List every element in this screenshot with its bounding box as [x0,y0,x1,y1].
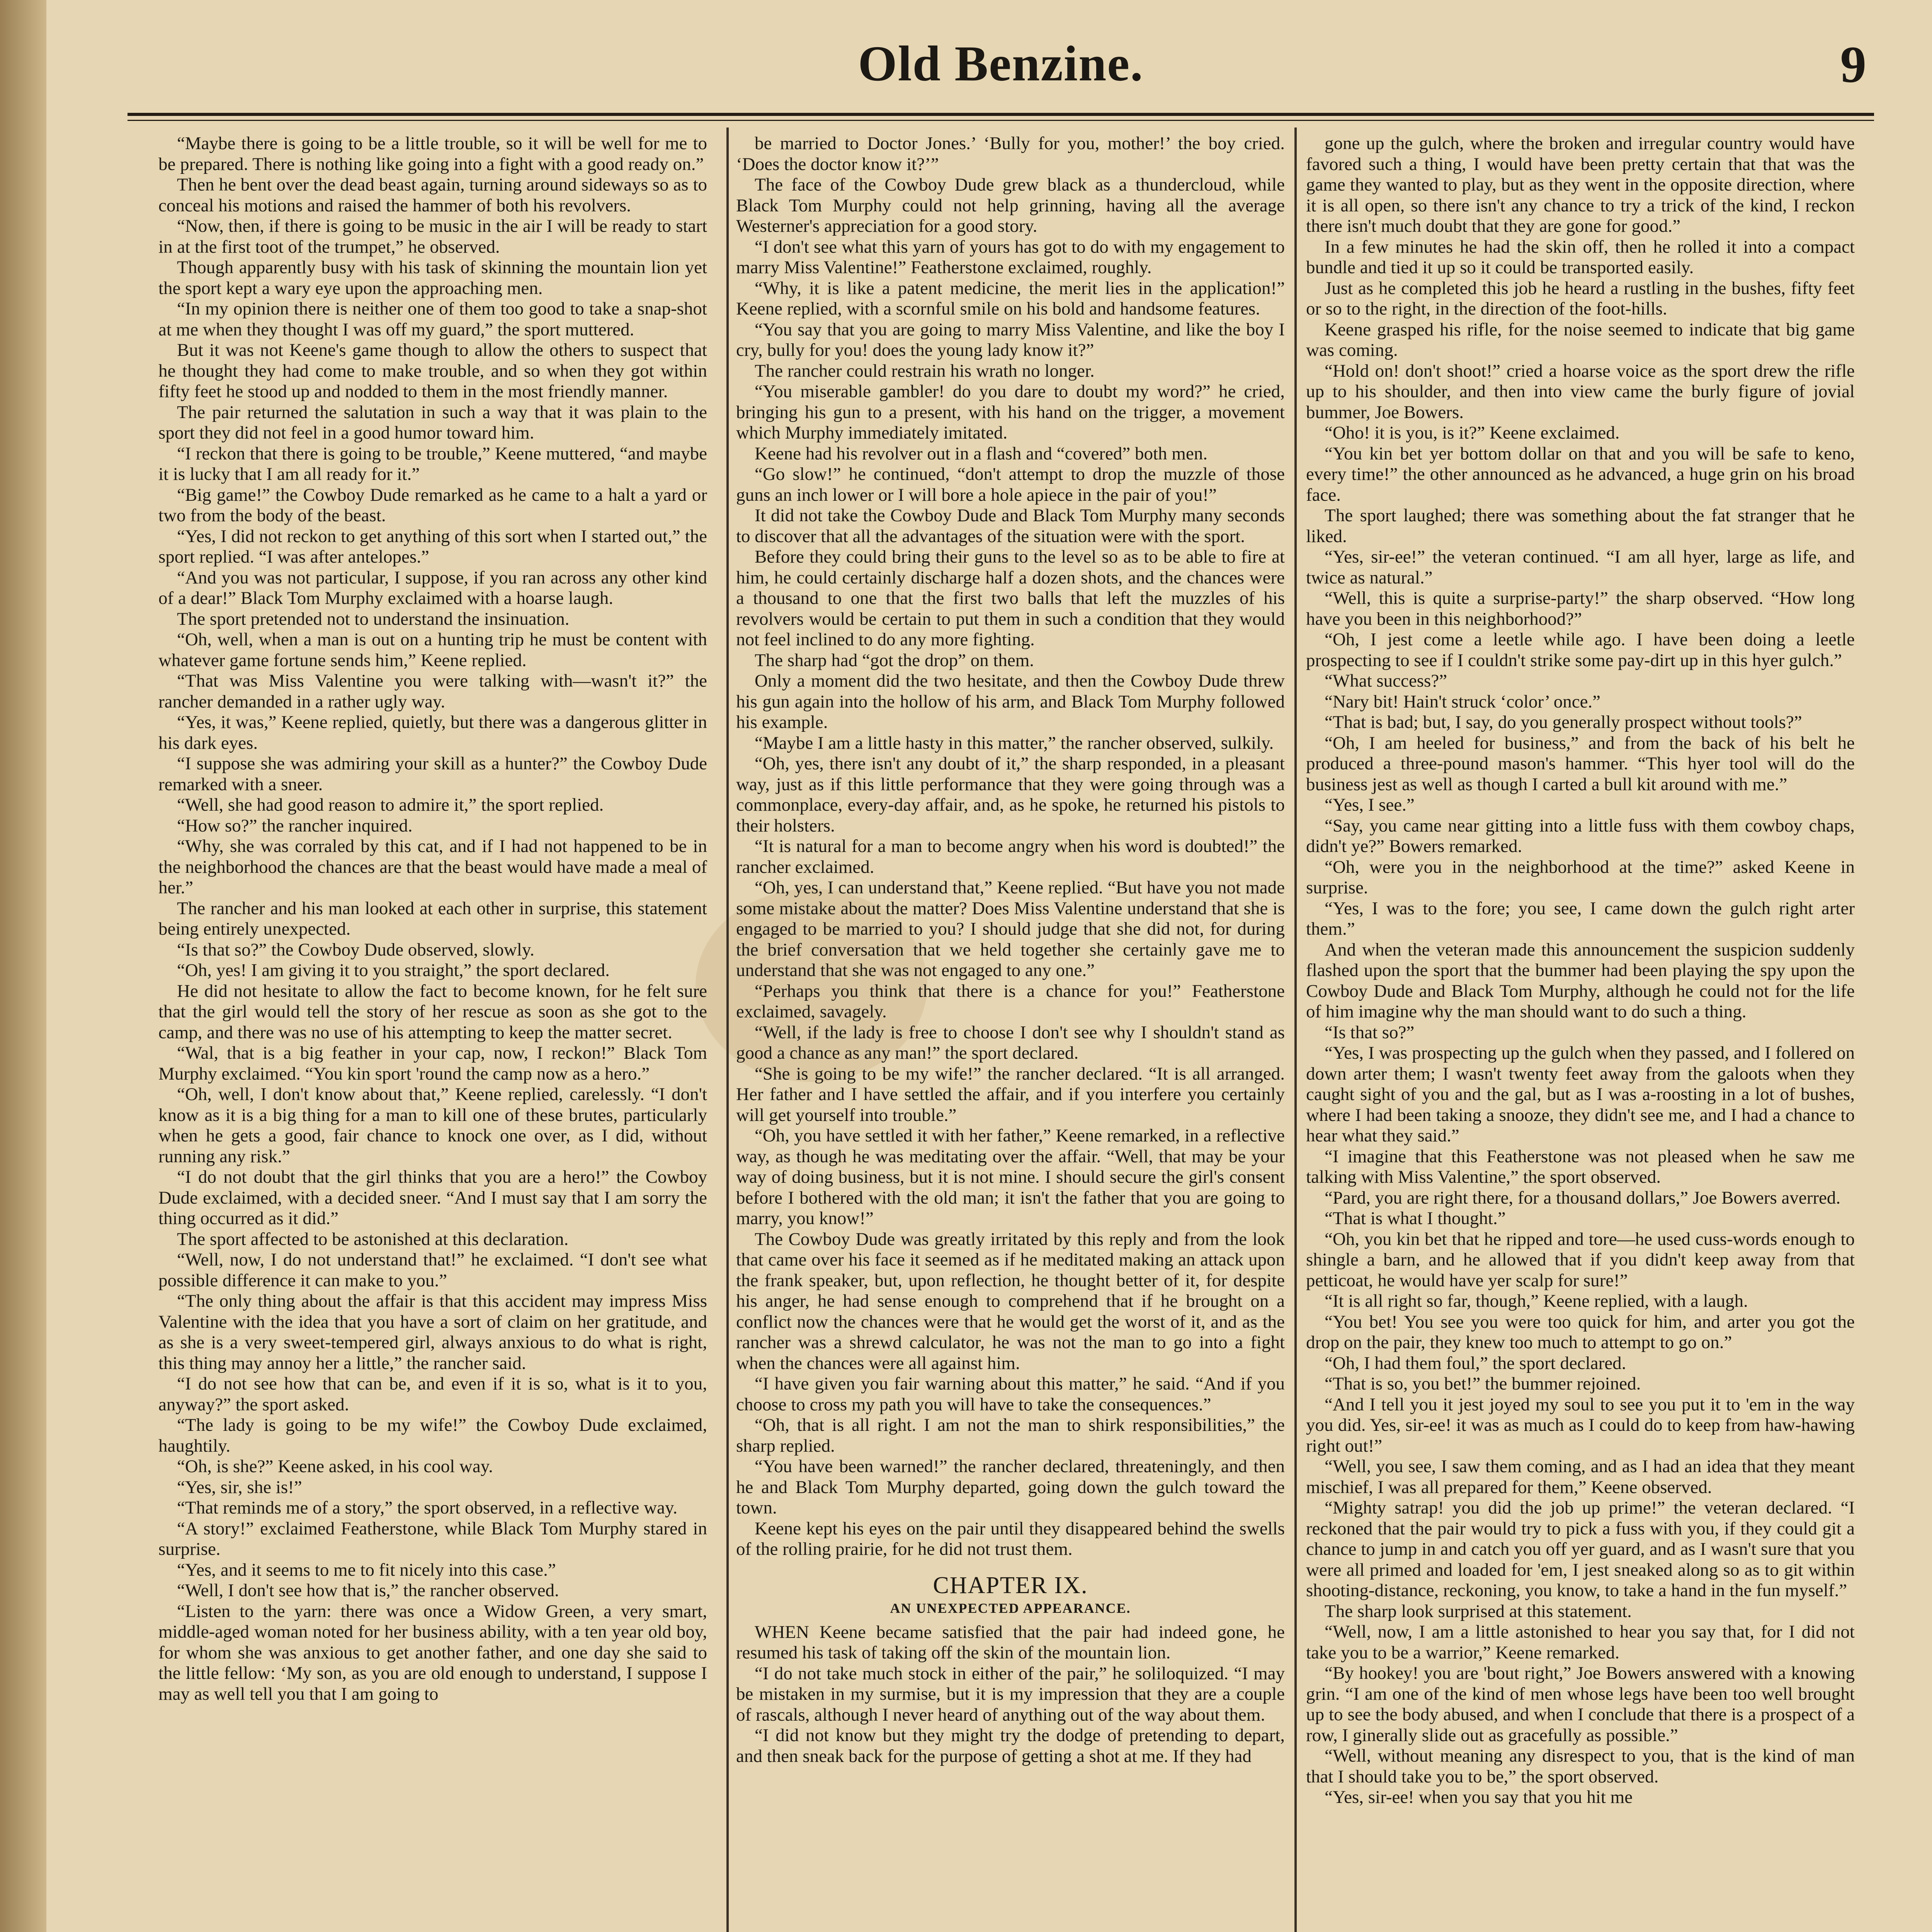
paragraph: “Oh, well, when a man is out on a hunting trip he must be content with whatever game fortune sends him,” Keene replied. [158,629,707,670]
paragraph: “Oh, that is all right. I am not the man to shirk responsibilities,” the sharp replied. [736,1415,1285,1456]
paragraph: The pair returned the salutation in such a way that it was plain to the sport they did not feel in a good humor toward him. [158,402,707,443]
paragraph: “You bet! You see you were too quick for him, and arter you got the drop on the pair, they knew too much to attempt to go on.” [1306,1311,1855,1352]
paragraph: “A story!” exclaimed Featherstone, while Black Tom Murphy stared in surprise. [158,1518,707,1559]
paragraph: The sport affected to be astonished at this declaration. [177,1229,569,1249]
paragraph: “Oh, I jest come a leetle while ago. I have been doing a leetle prospecting to see if I couldn't strike some pay-dirt up in this hyer gulch.” [1306,629,1855,670]
page-number: 9 [1840,36,1866,94]
paragraph: “Oh, were you in the neighborhood at the time?” asked Keene in surprise. [1306,857,1855,898]
paragraph: “Oh, yes, there isn't any doubt of it,” the sharp responded, in a pleasant way, just as if this little performance that they were going through was a commonplace, every-day affair, and, as he spoke, he returned his pistols to their holsters. [736,753,1285,836]
paragraph: The sport laughed; there was something about the fat stranger that he liked. [1306,505,1855,546]
paragraph: “It is natural for a man to become angry when his word is doubted!” the rancher exclaimed. [736,836,1285,877]
paragraph: “Oh, I am heeled for business,” and from the back of his belt he produced a three-pound mason's hammer. “This hyer tool will do the business jest as well as though I carted a bull kit around with me.” [1306,733,1855,794]
paragraph: The sharp had “got the drop” on them. [755,650,1034,670]
paragraph: “Say, you came near gitting into a little fuss with them cowboy chaps, didn't ye?” Bowers remarked. [1306,815,1855,856]
paragraph: Keene grasped his rifle, for the noise seemed to indicate that big game was coming. [1306,319,1855,360]
paragraph: “Well, this is quite a surprise-party!” the sharp observed. “How long have you been in this neighborhood?” [1306,588,1855,629]
paragraph: “Well, you see, I saw them coming, and as I had an idea that they meant mischief, I was all prepared for them,” Keene observed. [1306,1456,1855,1497]
paragraph: “Yes, sir-ee!” the veteran continued. “I am all hyer, large as life, and twice as natural.” [1306,547,1855,588]
paragraph: “Perhaps you think that there is a chance for you!” Featherstone exclaimed, savagely. [736,981,1285,1022]
paragraph: “You say that you are going to marry Miss Valentine, and like the boy I cry, bully for you! does the young lady know it?” [736,319,1285,360]
paragraph: The Cowboy Dude was greatly irritated by this reply and from the look that came over his face it seemed as if he meditated making an attack upon the frank speaker, but, upon reflection, he thought better of it, for despite his anger, he had sense enough to comprehend that if he brought on a conflict now the chances were that he would get the worst of it, and as the rancher was a shrewd calculator, he was not the man to go into a fight when the chances were all against him. [736,1229,1285,1373]
paragraph: “I don't see what this yarn of yours has got to do with my engagement to marry Miss Valentine!” Featherstone exclaimed, roughly. [736,236,1285,277]
paragraph: The face of the Cowboy Dude grew black as a thundercloud, while Black Tom Murphy could not help grinning, having all the average Westerner's appreciation for a good story. [736,175,1285,236]
paragraph: “The only thing about the affair is that this accident may impress Miss Valentine with the idea that you have a sort of claim on her gratitude, and as she is a very sweet-tempered girl, always anxious to do what is right, this thing may annoy her a little,” the rancher said. [158,1291,707,1373]
paragraph: The rancher and his man looked at each other in surprise, this statement being entirely unexpected. [158,898,707,939]
column-divider [1294,128,1297,1932]
paragraph: “By hookey! you are 'bout right,” Joe Bowers answered with a knowing grin. “I am one of the kind of men whose legs have been too well brought up to see the body abused, and when I conclude that there is a prospect of a row, I ginerally slide out as gracefully as possible.” [1306,1663,1855,1745]
paragraph: “Well, she had good reason to admire it,” the sport replied. [177,795,604,815]
paragraph: “Listen to the yarn: there was once a Widow Green, a very smart, middle-aged woman noted for her business ability, with a ten year old boy, for whom she was anxious to get another father, and one day she said to the little fellow: ‘My son, as you are old enough to understand, I suppose I may as well tell you that I am going to [158,1601,707,1704]
paragraph: “Oh, yes! I am giving it to you straight,” the sport declared. [177,960,610,980]
paragraph: “I do not see how that can be, and even if it is so, what is it to you, anyway?” the sport asked. [158,1374,707,1415]
paragraph: “Well, without meaning any disrespect to you, that is the kind of man that I should take you to be,” the sport observed. [1306,1746,1855,1787]
paragraph: “Go slow!” he continued, “don't attempt to drop the muzzle of those guns an inch lower or I will bore a hole apiece in the pair of you!” [736,464,1285,505]
paragraph: “That is bad; but, I say, do you generally prospect without tools?” [1325,712,1802,732]
paragraph: “Oh, is she?” Keene asked, in his cool way. [177,1456,493,1476]
paragraph: “Well, if the lady is free to choose I don't see why I shouldn't stand as good a chance as any man!” the sport declared. [736,1022,1285,1063]
paragraph: “Big game!” the Cowboy Dude remarked as he came to a halt a yard or two from the body of the beast. [158,485,707,526]
paragraph: “Yes, and it seems to me to fit nicely into this case.” [177,1560,556,1580]
paragraph: But it was not Keene's game though to allow the others to suspect that he thought they had come to make trouble, and so when they got within fifty feet he stood up and nodded to them in the most friendly manner. [158,340,707,401]
header-rule [128,113,1874,116]
paragraph: be married to Doctor Jones.’ ‘Bully for you, mother!’ the boy cried. ‘Does the doctor know it?’” [736,133,1285,174]
paragraph: “Maybe I am a little hasty in this matter,” the rancher observed, sulkily. [755,733,1274,753]
paragraph: “Yes, it was,” Keene replied, quietly, but there was a dangerous glitter in his dark eyes. [158,712,707,753]
paragraph: “Yes, sir, she is!” [177,1477,302,1497]
paragraph: “You miserable gambler! do you dare to doubt my word?” he cried, bringing his gun to a present, with his hand on the trigger, a movement which Murphy immediately imitated. [736,381,1285,443]
page-header [128,27,1874,100]
paragraph: “That reminds me of a story,” the sport observed, in a reflective way. [177,1498,678,1518]
paragraph: “Wal, that is a big feather in your cap, now, I reckon!” Black Tom Murphy exclaimed. “You kin sport 'round the camp now as a hero.” [158,1043,707,1084]
text-column-2 [736,133,1285,1932]
paragraph: He did not hesitate to allow the fact to become known, for he felt sure that the girl would tell the story of her rescue as soon as she got to the camp, and there was no use of his attempting to keep the matter secret. [158,981,707,1043]
paragraph: “Yes, I was prospecting up the gulch when they passed, and I follered on down arter them; I wasn't twenty feet away from the galoots when they caught sight of you and the gal, but as I was a-roosting in a lot of bushes, where I had been taking a snooze, they didn't see me, and I had a chance to hear what they said.” [1306,1043,1855,1146]
paragraph: Only a moment did the two hesitate, and then the Cowboy Dude threw his gun again into the hollow of his arm, and Black Tom Murphy followed his example. [736,671,1285,732]
paragraph: Though apparently busy with his task of skinning the mountain lion yet the sport kept a wary eye upon the approaching men. [158,257,707,298]
paragraph: The sport pretended not to understand the insinuation. [177,609,570,629]
paragraph: WHEN Keene became satisfied that the pair had indeed gone, he resumed his task of taking off the skin of the mountain lion. [736,1622,1285,1663]
paragraph: Before they could bring their guns to the level so as to be able to fire at him, he could certainly discharge half a dozen shots, and the chances were a thousand to one that the first two balls that left the muzzles of his revolvers would be certain to put them in such a condition that they would not feel inclined to do any more fighting. [736,547,1285,650]
paragraph: “Oh, yes, I can understand that,” Keene replied. “But have you not made some mistake about the matter? Does Miss Valentine understand that she is engaged to be married to you? I should judge that she did not, for during the brief conversation that we held together she certainly gave me to understand that she was not engaged to any one.” [736,878,1285,980]
paragraph: “It is all right so far, though,” Keene replied, with a laugh. [1325,1291,1748,1311]
paragraph: “Oh, you kin bet that he ripped and tore—he used cuss-words enough to shingle a barn, and he allowed that if you didn't keep away from that petticoat, he would have yer scalp for sure!” [1306,1229,1855,1291]
paragraph: “Yes, I was to the fore; you see, I came down the gulch right arter them.” [1306,898,1855,939]
paragraph: “I reckon that there is going to be trouble,” Keene muttered, “and maybe it is lucky that I am all ready for it.” [158,443,707,484]
chapter-subheading: AN UNEXPECTED APPEARANCE. [890,1600,1131,1616]
paragraph: Then he bent over the dead beast again, turning around sideways so as to conceal his motions and raised the hammer of both his revolvers. [158,175,707,216]
paragraph: “Oho! it is you, is it?” Keene exclaimed. [1325,423,1620,443]
paragraph: Just as he completed this job he heard a rustling in the bushes, fifty feet or so to the right, in the direction of the foot-hills. [1306,278,1855,319]
paragraph: “She is going to be my wife!” the rancher declared. “It is all arranged. Her father and I have settled the affair, and if you interfere you certainly will get yourself into trouble.” [736,1063,1285,1125]
paragraph: “The lady is going to be my wife!” the Cowboy Dude exclaimed, haughtily. [158,1415,707,1456]
paragraph: The rancher could restrain his wrath no longer. [755,361,1095,381]
paragraph: “Mighty satrap! you did the job up prime!” the veteran declared. “I reckoned that the pair would try to pick a fuss with you, if they could git a chance to jump in and catch you off yer guard, and as I wasn't sure that you were all primed and loaded for 'em, I jest sneaked along so as to git within shooting-distance, reckoning, you know, to take a hand in the fun myself.” [1306,1498,1855,1600]
paragraph: “Oh, well, I don't know about that,” Keene replied, carelessly. “I don't know as it is a big thing for a man to kill one of these brutes, particularly when he gets a good, fair chance to knock one over, as I did, without running any risk.” [158,1084,707,1167]
paragraph: “How so?” the rancher inquired. [177,815,413,836]
paragraph: “Yes, I see.” [1325,795,1415,815]
paragraph: “Pard, you are right there, for a thousand dollars,” Joe Bowers averred. [1325,1187,1841,1208]
column-divider [726,128,729,1932]
paragraph: Keene had his revolver out in a flash and “covered” both men. [755,443,1208,464]
paragraph: “Well, I don't see how that is,” the rancher observed. [177,1580,559,1600]
paragraph: “You have been warned!” the rancher declared, threateningly, and then he and Black Tom Murphy departed, going down the gulch toward the town. [736,1456,1285,1518]
paragraph: “Well, now, I am a little astonished to hear you say that, for I did not take you to be a warrior,” Keene remarked. [1306,1622,1855,1663]
text-column-1 [158,133,707,1932]
paragraph: “You kin bet yer bottom dollar on that and you will be safe to keno, every time!” the other announced as he advanced, a huge grin on his broad face. [1306,443,1855,505]
paragraph: “Maybe there is going to be a little trouble, so it will be well for me to be prepared. There is nothing like going into a fight with a good ready on.” [158,133,707,174]
paragraph: And when the veteran made this announcement the suspicion suddenly flashed upon the sport that the bummer had been playing the spy upon the Cowboy Dude and Black Tom Murphy, although he could not for the life of him imagine why the man should want to do such a thing. [1306,939,1855,1022]
header-rule-thin [128,120,1874,121]
paragraph: “Hold on! don't shoot!” cried a hoarse voice as the sport drew the rifle up to his shoulder, and then into view came the burly figure of jovial bummer, Joe Bowers. [1306,361,1855,422]
paragraph: “In my opinion there is neither one of them too good to take a snap-shot at me when they thought I was off my guard,” the sport muttered. [158,299,707,340]
paragraph: “Why, it is like a patent medicine, the merit lies in the application!” Keene replied, with a scornful smile on his bold and handsome features. [736,278,1285,319]
paragraph: “I have given you fair warning about this matter,” he said. “And if you choose to cross my path you will have to take the consequences.” [736,1374,1285,1415]
chapter-heading-block [736,1572,1285,1619]
paragraph: gone up the gulch, where the broken and irregular country would have favored such a thing, I would have been pretty certain that that was the game they wanted to play, but as they went in the opposite direction, where it is all open, so there isn't any chance to try a trick of the kind, I reckon there isn't much doubt that they are gone for good.” [1306,133,1855,236]
paragraph: “Oh, I had them foul,” the sport declared. [1325,1353,1626,1373]
paragraph: “What success?” [1325,671,1447,691]
paragraph: “I do not take much stock in either of the pair,” he soliloquized. “I may be mistaken in my surmise, but it is my impression that they are a couple of rascals, although I never heard of anything out of the way about them. [736,1663,1285,1725]
paragraph: “That is so, you bet!” the bummer rejoined. [1325,1374,1641,1394]
paragraph: “I did not know but they might try the dodge of pretending to depart, and then sneak back for the purpose of getting a shot at me. If they had [736,1725,1285,1766]
paragraph: “And I tell you it jest joyed my soul to see you put it to 'em in the way you did. Yes, sir-ee! it was as much as I could do to keep from haw-hawing right out!” [1306,1394,1855,1456]
paragraph: “Is that so?” [1325,1022,1415,1043]
paragraph: “Is that so?” the Cowboy Dude observed, slowly. [177,939,535,960]
paragraph: “I do not doubt that the girl thinks that you are a hero!” the Cowboy Dude exclaimed, with a decided sneer. “And I must say that I am sorry the thing occurred as it did.” [158,1167,707,1228]
paragraph: “Nary bit! Hain't struck ‘color’ once.” [1325,691,1601,712]
paragraph: “Now, then, if there is going to be music in the air I will be ready to start in at the first toot of the trumpet,” he observed. [158,216,707,257]
paragraph: “Yes, sir-ee! when you say that you hit me [1325,1787,1633,1807]
paragraph: “That was Miss Valentine you were talking with—wasn't it?” the rancher demanded in a rather ugly way. [158,671,707,712]
paragraph: “Well, now, I do not understand that!” he exclaimed. “I don't see what possible difference it can make to you.” [158,1250,707,1291]
paragraph: “Oh, you have settled it with her father,” Keene remarked, in a reflective way, as though he was meditating over the affair. “Well, that may be your way of doing business, but it is not mine. I should secure the girl's consent before I bothered with the old man; it isn't the father that you are going to marry, you know!” [736,1126,1285,1228]
text-column-3 [1306,133,1855,1932]
paragraph: “I suppose she was admiring your skill as a hunter?” the Cowboy Dude remarked with a sneer. [158,753,707,794]
paragraph: “Yes, I did not reckon to get anything of this sort when I started out,” the sport replied. “I was after antelopes.” [158,526,707,567]
paragraph: The sharp look surprised at this statement. [1325,1601,1632,1621]
paragraph: It did not take the Cowboy Dude and Black Tom Murphy many seconds to discover that all the advantages of the situation were with the sport. [736,505,1285,546]
paragraph: In a few minutes he had the skin off, then he rolled it into a compact bundle and tied it up so it could be transported easily. [1306,236,1855,277]
paragraph: Keene kept his eyes on the pair until they disappeared behind the swells of the rolling prairie, for he did not trust them. [736,1518,1285,1559]
paragraph: “I imagine that this Featherstone was not pleased when he saw me talking with Miss Valentine,” the sport observed. [1306,1146,1855,1187]
chapter-heading: CHAPTER IX. [933,1572,1088,1599]
paragraph: “That is what I thought.” [1325,1208,1506,1228]
paragraph: “And you was not particular, I suppose, if you ran across any other kind of a dear!” Black Tom Murphy exclaimed with a hoarse laugh. [158,567,707,608]
binding-edge [0,0,46,1932]
magazine-title: Old Benzine. [858,36,1144,92]
paragraph: “Why, she was corraled by this cat, and if I had not happened to be in the neighborhood the chances are that the beast would have made a meal of her.” [158,836,707,898]
